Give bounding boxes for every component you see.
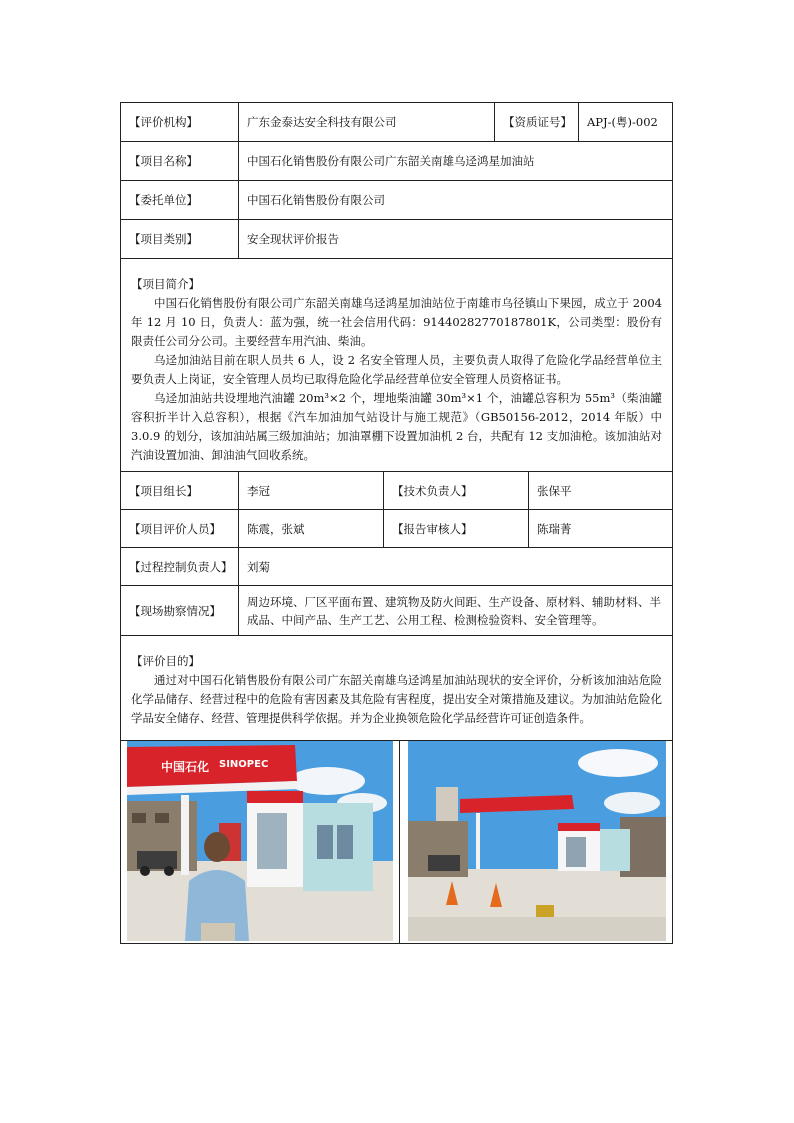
site-survey-value: 周边环境、厂区平面布置、建筑物及防火间距、生产设备、原材料、辅助材料、半成品、中间产品、生产工艺、公用工程、检测检验资料、安全管理等。 [247,594,661,627]
label-report-reviewer: 【报告审核人】 [384,510,529,547]
evaluation-info-table [120,102,673,944]
row-project-name [121,142,672,181]
gas-station-photo-1 [127,741,393,941]
client-value: 中国石化销售股份有限公司 [247,193,385,207]
process-control-value: 刘菊 [247,559,270,574]
label-process-control: 【过程控制负责人】 [121,548,239,585]
project-name-value: 中国石化销售股份有限公司广东韶关南雄乌迳鸿星加油站 [247,154,535,168]
canopy-en-text: SINOPEC [219,759,269,770]
evaluators-value: 陈震，张斌 [239,510,384,547]
evaluation-purpose-section [121,636,672,741]
evaluation-purpose-heading: 【评价目的】 [131,654,200,668]
report-reviewer-value: 陈瑞菁 [537,521,572,536]
project-leader-value: 李冠 [239,472,384,509]
row-client [121,181,672,220]
project-intro-paragraph-1: 中国石化销售股份有限公司广东韶关南雄乌迳鸿星加油站位于南雄市乌径镇山下果园，成立于 2004 年 12 月 10 日，负责人：蓝为强，统一社会信用代码：91440282770187801K，公司类型：股份有限责任公司分公司。主要经营车用汽油、柴油。 [131,296,662,348]
label-technical-lead: 【技术负责人】 [384,472,529,509]
gas-station-photo-2 [408,741,666,941]
site-photo-forecourt [408,741,666,943]
row-project-category [121,220,672,259]
project-intro-section [121,259,672,472]
project-category-value: 安全现状评价报告 [247,232,339,246]
photo-divider [399,741,400,943]
site-photo-with-person [127,741,393,943]
project-intro-heading: 【项目简介】 [131,277,200,291]
evaluation-purpose-paragraph: 通过对中国石化销售股份有限公司广东韶关南雄乌迳鸿星加油站现状的安全评价，分析该加油站危险化学品储存、经营过程中的危险有害因素及其危险有害程度，提出安全对策措施及建议。为加油站危险化学品安全储存、经营、管理提供科学依据。并为企业换领危险化学品经营许可证创造条件。 [131,673,662,725]
evaluation-org-value: 广东金泰达安全科技有限公司 [239,103,495,141]
site-photos [121,741,672,943]
label-qualification-no: 【资质证号】 [495,103,579,141]
row-project-leader [121,472,672,510]
label-evaluation-org: 【评价机构】 [121,103,239,141]
row-evaluators [121,510,672,548]
technical-lead-value: 张保平 [537,483,572,498]
label-site-survey: 【现场勘察情况】 [121,586,239,635]
label-client: 【委托单位】 [121,181,239,219]
label-project-name: 【项目名称】 [121,142,239,180]
row-evaluation-org [121,103,672,142]
label-project-category: 【项目类别】 [121,220,239,258]
project-intro-paragraph-3: 乌迳加油站共设埋地汽油罐 20m³×2 个，埋地柴油罐 30m³×1 个，油罐总容积为 55m³（柴油罐容积折半计入总容积），根据《汽车加油加气站设计与施工规范》（GB50156-2012，2014 年版）中 3.0.9 的划分，该加油站属三级加油站；加油罩棚下设置加油机 2 台，共配有 12 支加油枪。该加油站对汽油设置加油、卸油油气回收系统。 [131,391,662,462]
row-site-survey [121,586,672,636]
canopy-cn-text: 中国石化 [161,760,210,774]
qualification-no-value: APJ-(粤)-002 [587,115,658,129]
label-evaluators: 【项目评价人员】 [121,510,239,547]
label-project-leader: 【项目组长】 [121,472,239,509]
row-process-control [121,548,672,586]
project-intro-paragraph-2: 乌迳加油站目前在职人员共 6 人，设 2 名安全管理人员，主要负责人取得了危险化学品经营单位主要负责人上岗证，安全管理人员均已取得危险化学品经营单位安全管理人员资格证书。 [131,353,662,386]
